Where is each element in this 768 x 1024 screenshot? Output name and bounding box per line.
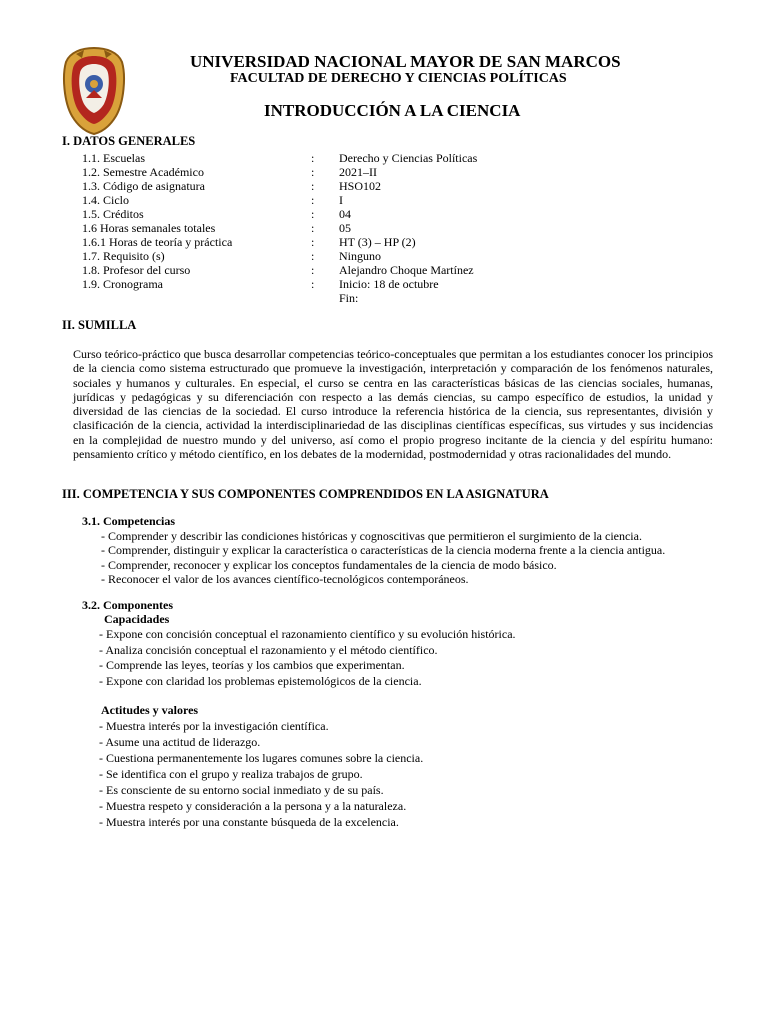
university-seal-logo (62, 46, 126, 136)
row-value: Fin: (339, 291, 359, 305)
row-colon: : (311, 193, 315, 207)
row-colon: : (311, 165, 315, 179)
section-competencia-heading: III. COMPETENCIA Y SUS COMPONENTES COMPRENDIDOS EN LA ASIGNATURA (62, 487, 549, 501)
datos-generales-row (82, 235, 642, 249)
row-label: 1.6 Horas semanales totales (82, 221, 216, 235)
actitudes-subheading: Actitudes y valores (101, 703, 199, 717)
capacidades-subheading: Capacidades (104, 612, 170, 626)
actitud-item: - Muestra interés por la investigación científica. (99, 718, 423, 734)
row-colon: : (311, 263, 315, 277)
row-label: 1.1. Escuelas (82, 151, 145, 165)
faculty-name: FACULTAD DE DERECHO Y CIENCIAS POLÍTICAS (230, 71, 567, 86)
row-label: 1.2. Semestre Académico (82, 165, 204, 179)
row-colon: : (311, 179, 315, 193)
actitud-item: - Cuestiona permanentemente los lugares comunes sobre la ciencia. (99, 750, 423, 766)
row-colon: : (311, 221, 315, 235)
datos-generales-row (82, 207, 642, 221)
componentes-subheading: 3.2. Componentes (82, 598, 174, 612)
datos-generales-table (82, 151, 642, 305)
competencia-item: - Comprender, distinguir y explicar la característica o características de la ciencia moderna frente a la ciencia antigua. (101, 543, 665, 557)
datos-generales-row (82, 249, 642, 263)
row-value: HT (3) – HP (2) (339, 235, 416, 249)
row-colon: : (311, 207, 315, 221)
actitud-item: - Asume una actitud de liderazgo. (99, 734, 423, 750)
datos-generales-row (82, 179, 642, 193)
row-value: 05 (339, 221, 351, 235)
actitudes-list (99, 718, 423, 830)
row-label: 1.5. Créditos (82, 207, 144, 221)
actitud-item: - Se identifica con el grupo y realiza trabajos de grupo. (99, 766, 423, 782)
section-datos-generales-heading: I. DATOS GENERALES (62, 134, 196, 148)
competencias-list (101, 529, 665, 586)
actitud-item: - Muestra respeto y consideración a la persona y a la naturaleza. (99, 798, 423, 814)
row-value: Derecho y Ciencias Políticas (339, 151, 478, 165)
datos-generales-row (82, 277, 642, 291)
capacidad-item: - Comprende las leyes, teorías y los cambios que experimentan. (99, 658, 516, 674)
capacidad-item: - Expone con claridad los problemas epistemológicos de la ciencia. (99, 674, 516, 690)
competencia-item: - Reconocer el valor de los avances científico-tecnológicos contemporáneos. (101, 572, 665, 586)
datos-generales-row (82, 291, 642, 305)
datos-generales-row (82, 151, 642, 165)
row-value: Ninguno (339, 249, 381, 263)
row-colon: : (311, 277, 315, 291)
capacidad-item: - Analiza concisión conceptual el razonamiento y el método científico. (99, 643, 516, 659)
row-value: Inicio: 18 de octubre (339, 277, 439, 291)
datos-generales-row (82, 193, 642, 207)
row-label: 1.4. Ciclo (82, 193, 129, 207)
datos-generales-row (82, 221, 642, 235)
course-title: INTRODUCCIÓN A LA CIENCIA (264, 101, 521, 120)
row-colon: : (311, 235, 315, 249)
row-value: HSO102 (339, 179, 382, 193)
row-colon: : (311, 249, 315, 263)
row-label: 1.6.1 Horas de teoría y práctica (82, 235, 233, 249)
row-colon: : (311, 151, 315, 165)
row-label: 1.7. Requisito (s) (82, 249, 165, 263)
row-label: 1.8. Profesor del curso (82, 263, 191, 277)
competencias-subheading: 3.1. Competencias (82, 514, 175, 528)
row-value: I (339, 193, 343, 207)
capacidad-item: - Expone con concisión conceptual el razonamiento científico y su evolución histórica. (99, 627, 516, 643)
sumilla-paragraph: Curso teórico-práctico que busca desarrollar competencias teórico-conceptuales que permitan a los estudiantes conocer los principios de la ciencia como sistema estructurado que promueve la investigación, interpretación y comparación de los fenómenos naturales, sociales y humanos y culturales. En especial, el curso se centra en las características básicas de las ciencias sociales, humanas, jurídicas y pedagógicas y su diferenciación con respecto a las demás ciencias, su campo específico de estudios, la unidad y diversidad de las ciencias de la sociedad. El curso introduce la referencia histórica de la ciencia, sus representantes, división y clasificación de la ciencia, actividad la interdisciplinariedad de las disciplinas científicas específicas, sus virtudes y sus incidencias en la complejidad de nuestro mundo y del universo, así como el propio progreso incitante de la ciencia y del espíritu humano: pensamiento crítico y método científico, en los debates de la modernidad, postmodernidad y otras racionalidades del mundo. (73, 347, 713, 462)
actitud-item: - Muestra interés por una constante búsqueda de la excelencia. (99, 814, 423, 830)
datos-generales-row (82, 165, 642, 179)
row-value: 04 (339, 207, 351, 221)
datos-generales-row (82, 263, 642, 277)
row-label: 1.3. Código de asignatura (82, 179, 205, 193)
row-value: 2021–II (339, 165, 377, 179)
competencia-item: - Comprender, reconocer y explicar los conceptos fundamentales de la ciencia de modo básico. (101, 558, 665, 572)
row-value: Alejandro Choque Martínez (339, 263, 474, 277)
university-name: UNIVERSIDAD NACIONAL MAYOR DE SAN MARCOS (190, 52, 621, 71)
actitud-item: - Es consciente de su entorno social inmediato y de su país. (99, 782, 423, 798)
section-sumilla-heading: II. SUMILLA (62, 318, 137, 332)
row-label: 1.9. Cronograma (82, 277, 163, 291)
competencia-item: - Comprender y describir las condiciones históricas y cognoscitivas que permitieron el surgimiento de la ciencia. (101, 529, 665, 543)
capacidades-list (99, 627, 516, 690)
